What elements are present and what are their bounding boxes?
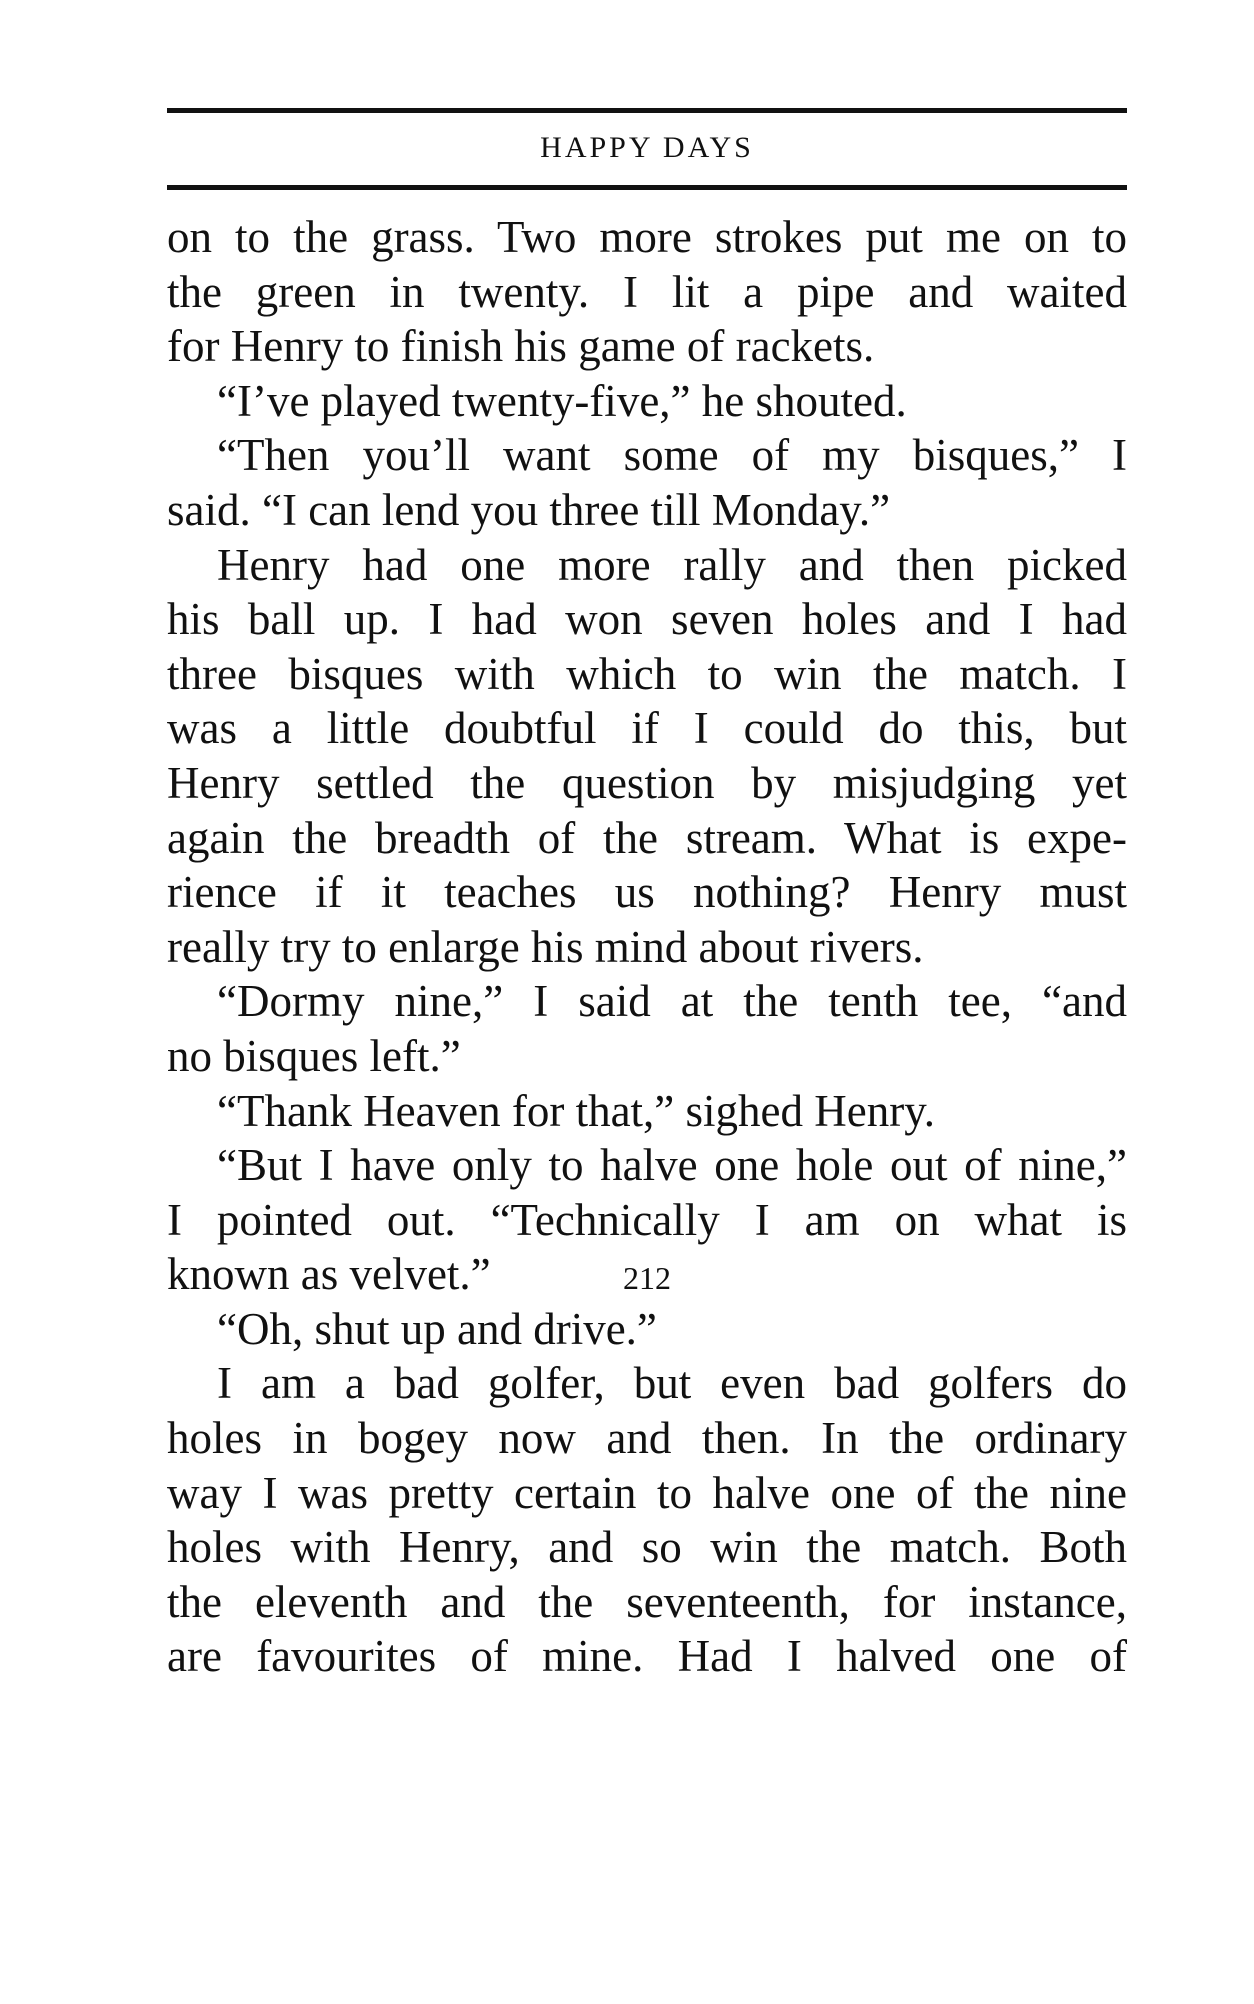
header-top-rule <box>167 108 1127 113</box>
text-line: again the breadth of the stream. What is expe- <box>167 812 1127 863</box>
text-line: “Oh, shut up and drive.” <box>217 1303 657 1354</box>
text-line: holes with Henry, and so win the match. Both <box>167 1522 1127 1573</box>
text-line: the eleventh and the seventeenth, for instance, <box>167 1576 1127 1627</box>
page-number: 212 <box>623 1260 671 1296</box>
text-line: for Henry to finish his game of rackets. <box>167 321 875 372</box>
text-line: known as velvet.” <box>167 1249 491 1300</box>
text-line: “I’ve played twenty-five,” he shouted. <box>217 375 907 426</box>
header-bottom-rule <box>167 185 1127 190</box>
text-line: “Then you’ll want some of my bisques,” I <box>217 430 1127 481</box>
text-line: his ball up. I had won seven holes and I had <box>167 594 1127 645</box>
text-line: the green in twenty. I lit a pipe and waited <box>167 266 1127 317</box>
text-line: I am a bad golfer, but even bad golfers do <box>217 1358 1127 1409</box>
text-line: three bisques with which to win the match. I <box>167 648 1127 699</box>
text-line: are favourites of mine. Had I halved one of <box>167 1631 1127 1682</box>
text-line: “Dormy nine,” I said at the tenth tee, “and <box>217 976 1127 1027</box>
text-line: “Thank Heaven for that,” sighed Henry. <box>217 1085 936 1136</box>
text-line: was a little doubtful if I could do this, but <box>167 703 1127 754</box>
text-line: “But I have only to halve one hole out of nine,” <box>217 1140 1127 1191</box>
text-line: I pointed out. “Technically I am on what is <box>167 1194 1127 1245</box>
text-line: rience if it teaches us nothing? Henry must <box>167 867 1127 918</box>
text-line: holes in bogey now and then. In the ordinary <box>167 1413 1127 1464</box>
text-line: way I was pretty certain to halve one of the nine <box>167 1467 1127 1518</box>
text-line: really try to enlarge his mind about rivers. <box>167 921 924 972</box>
text-line: on to the grass. Two more strokes put me on to <box>167 212 1127 262</box>
running-head: HAPPY DAYS <box>540 131 754 164</box>
body-text <box>167 210 1127 1684</box>
text-line: said. “I can lend you three till Monday.” <box>167 484 891 535</box>
text-line: Henry had one more rally and then picked <box>217 539 1127 590</box>
text-line: Henry settled the question by misjudging yet <box>167 757 1127 808</box>
text-line: no bisques left.” <box>167 1030 461 1081</box>
